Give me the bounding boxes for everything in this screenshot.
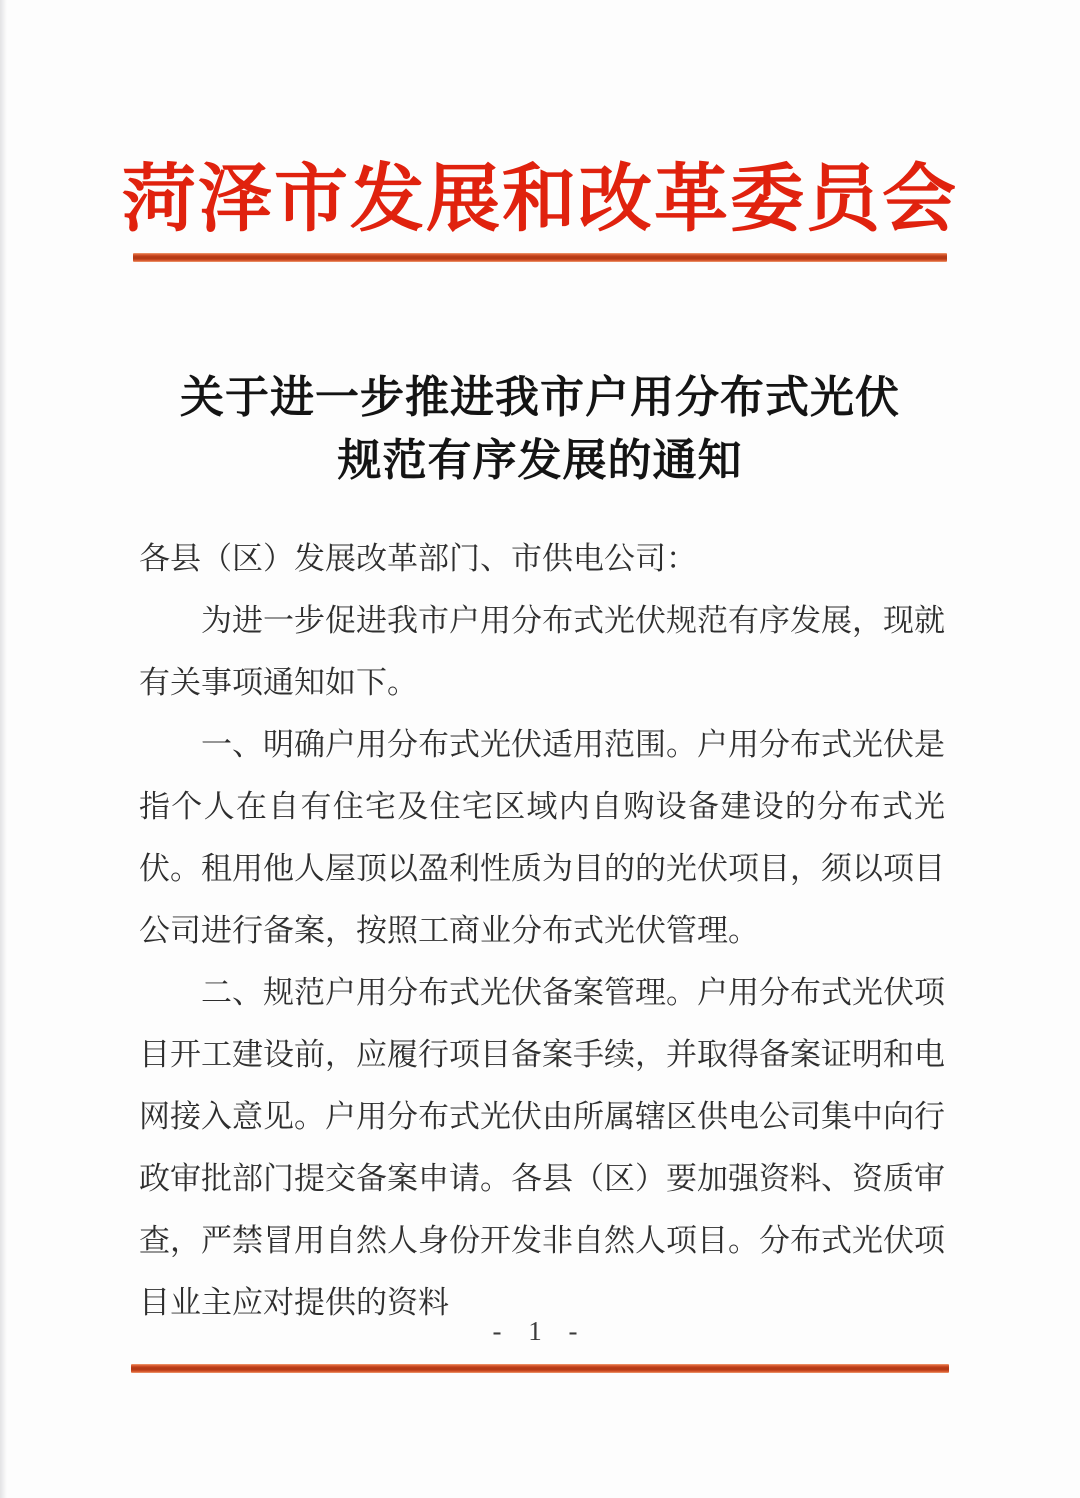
body-paragraph: 一、明确户用分布式光伏适用范围。户用分布式光伏是指个人在自有住宅及住宅区域内自购设备建设的分布式光伏。租用他人屋顶以盈利性质为目的的光伏项目，须以项目公司进行备案，按照工商业分布式光伏管理。: [139, 727, 945, 948]
salutation-line: 各县（区）发展改革部门、市供电公司：: [139, 541, 697, 576]
footer-red-divider: [131, 1364, 949, 1373]
header-red-divider: [133, 253, 947, 262]
body-paragraphs: [139, 590, 945, 1334]
document-body: [139, 528, 945, 1334]
body-paragraph: 为进一步促进我市户用分布式光伏规范有序发展，现就有关事项通知如下。: [139, 603, 945, 700]
document-title-line2: 规范有序发展的通知: [337, 436, 743, 485]
document-title-line1: 关于进一步推进我市户用分布式光伏: [180, 373, 900, 422]
issuing-organization-title: 菏泽市发展和改革委员会: [122, 159, 958, 241]
page-number: - 1 -: [492, 1316, 588, 1346]
document-title: [0, 366, 1080, 492]
body-paragraph: 二、规范户用分布式光伏备案管理。户用分布式光伏项目开工建设前，应履行项目备案手续，并取得备案证明和电网接入意见。户用分布式光伏由所属辖区供电公司集中向行政审批部门提交备案申请。各县（区）要加强资料、资质审查，严禁冒用自然人身份开发非自然人项目。分布式光伏项目业主应对提供的资料: [139, 975, 945, 1320]
